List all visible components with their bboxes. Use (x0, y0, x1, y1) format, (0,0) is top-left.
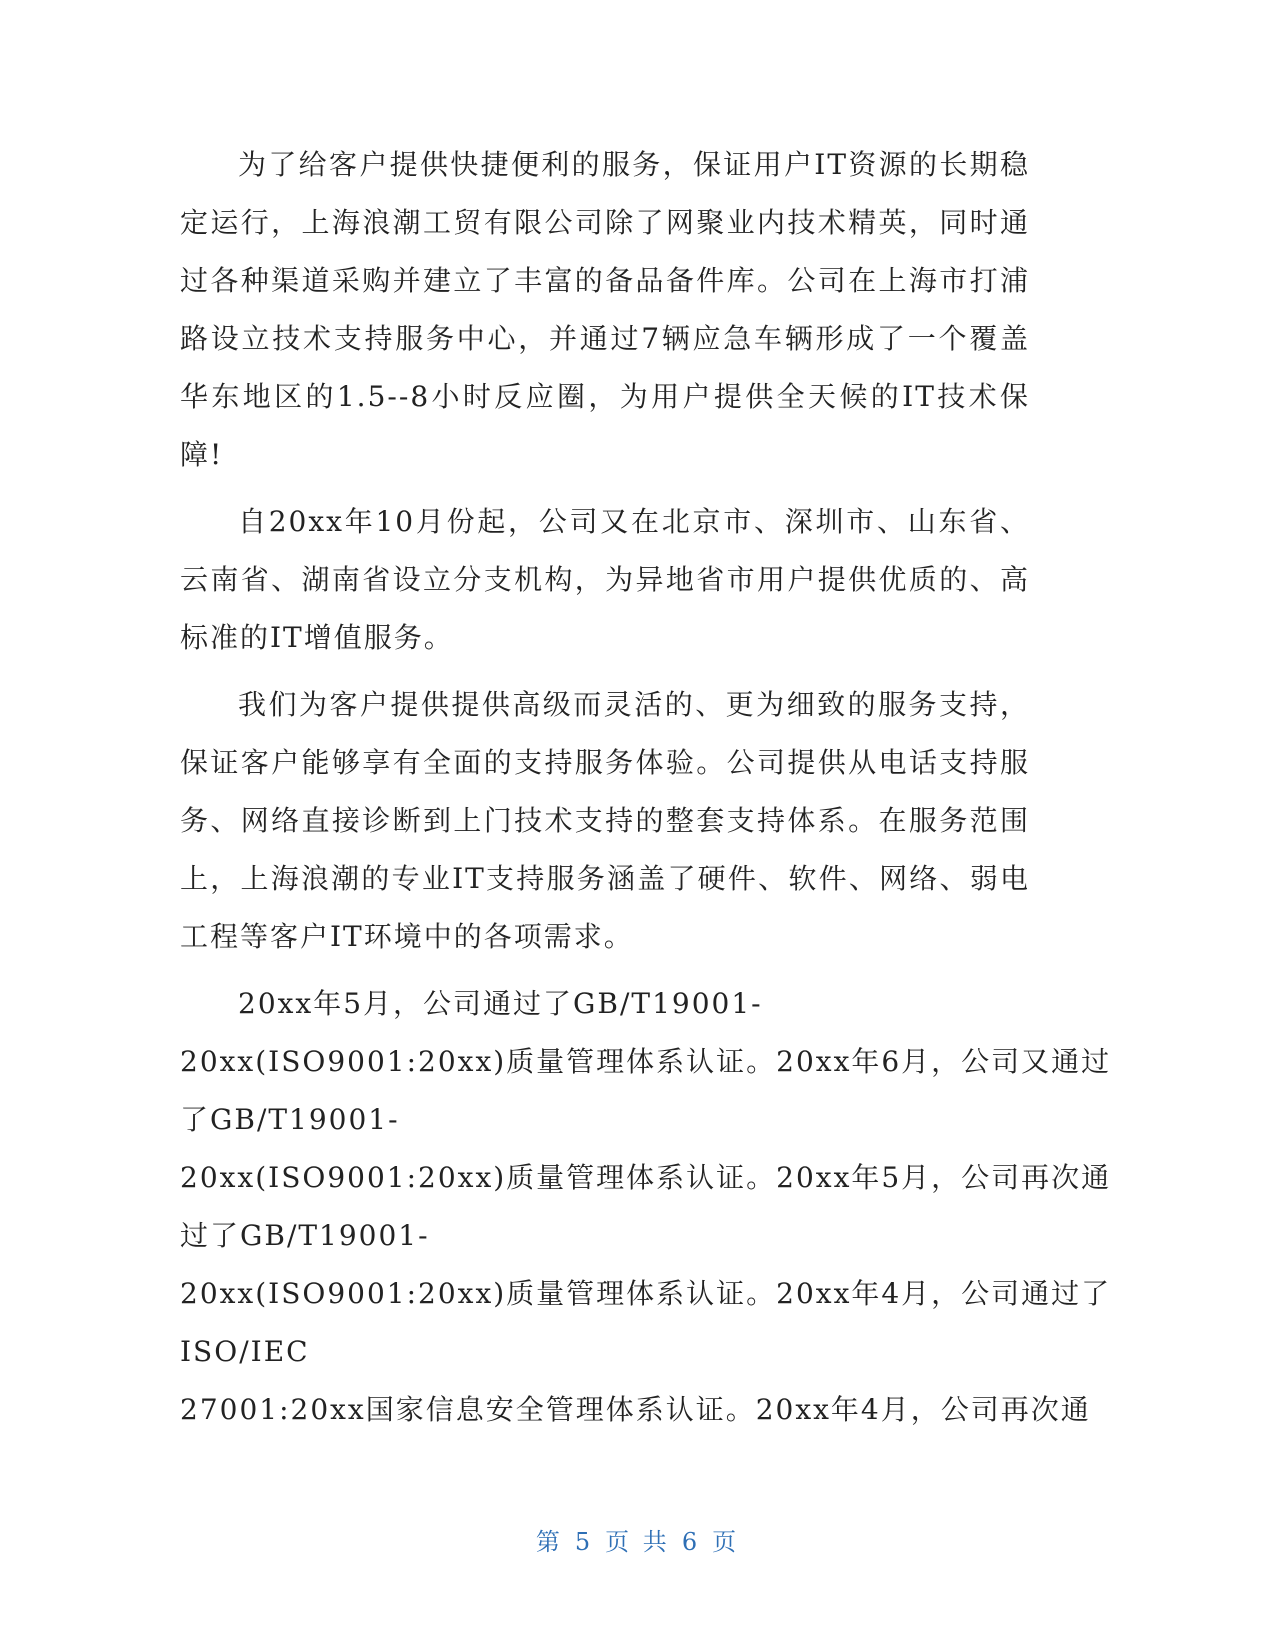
page-label-suffix: 页 (712, 1528, 740, 1556)
cert-line: 20xx(ISO9001:20xx)质量管理体系认证。20xx年5月，公司再次通 (180, 1161, 1112, 1194)
cert-line: 20xx(ISO9001:20xx)质量管理体系认证。20xx年4月，公司通过了 (180, 1277, 1112, 1310)
page-label-prefix: 第 (535, 1528, 563, 1556)
cert-line: 过了GB/T19001- (180, 1219, 430, 1252)
certification-section (180, 975, 1112, 1439)
cert-line: 20xx年5月，公司通过了GB/T19001- (238, 987, 763, 1020)
page-body (180, 136, 1112, 1439)
paragraph-support-scope: 我们为客户提供提供高级而灵活的、更为细致的服务支持，保证客户能够享有全面的支持服务体验。公司提供从电话支持服务、网络直接诊断到上门技术支持的整套支持体系。在服务范围上，上海浪潮的专业IT支持服务涵盖了硬件、软件、网络、弱电工程等客户IT环境中的各项需求。 (180, 688, 1030, 953)
cert-line: 了GB/T19001- (180, 1103, 400, 1136)
paragraph-service-intro: 为了给客户提供快捷便利的服务，保证用户IT资源的长期稳定运行，上海浪潮工贸有限公司除了网聚业内技术精英，同时通过各种渠道采购并建立了丰富的备品备件库。公司在上海市打浦路设立技术支持服务中心，并通过7辆应急车辆形成了一个覆盖华东地区的1.5--8小时反应圈，为用户提供全天候的IT技术保障! (180, 148, 1030, 471)
page-number: 5 (574, 1528, 594, 1556)
page-label-mid: 页 共 (605, 1528, 670, 1556)
paragraph-branches: 自20xx年10月份起，公司又在北京市、深圳市、山东省、云南省、湖南省设立分支机构，为异地省市用户提供优质的、高标准的IT增值服务。 (180, 505, 1030, 654)
total-pages: 6 (681, 1528, 701, 1556)
page-footer (0, 1522, 1275, 1557)
cert-line: 27001:20xx国家信息安全管理体系认证。20xx年4月，公司再次通 (180, 1393, 1091, 1426)
cert-line: 20xx(ISO9001:20xx)质量管理体系认证。20xx年6月，公司又通过 (180, 1045, 1112, 1078)
cert-line: ISO/IEC (180, 1335, 310, 1368)
